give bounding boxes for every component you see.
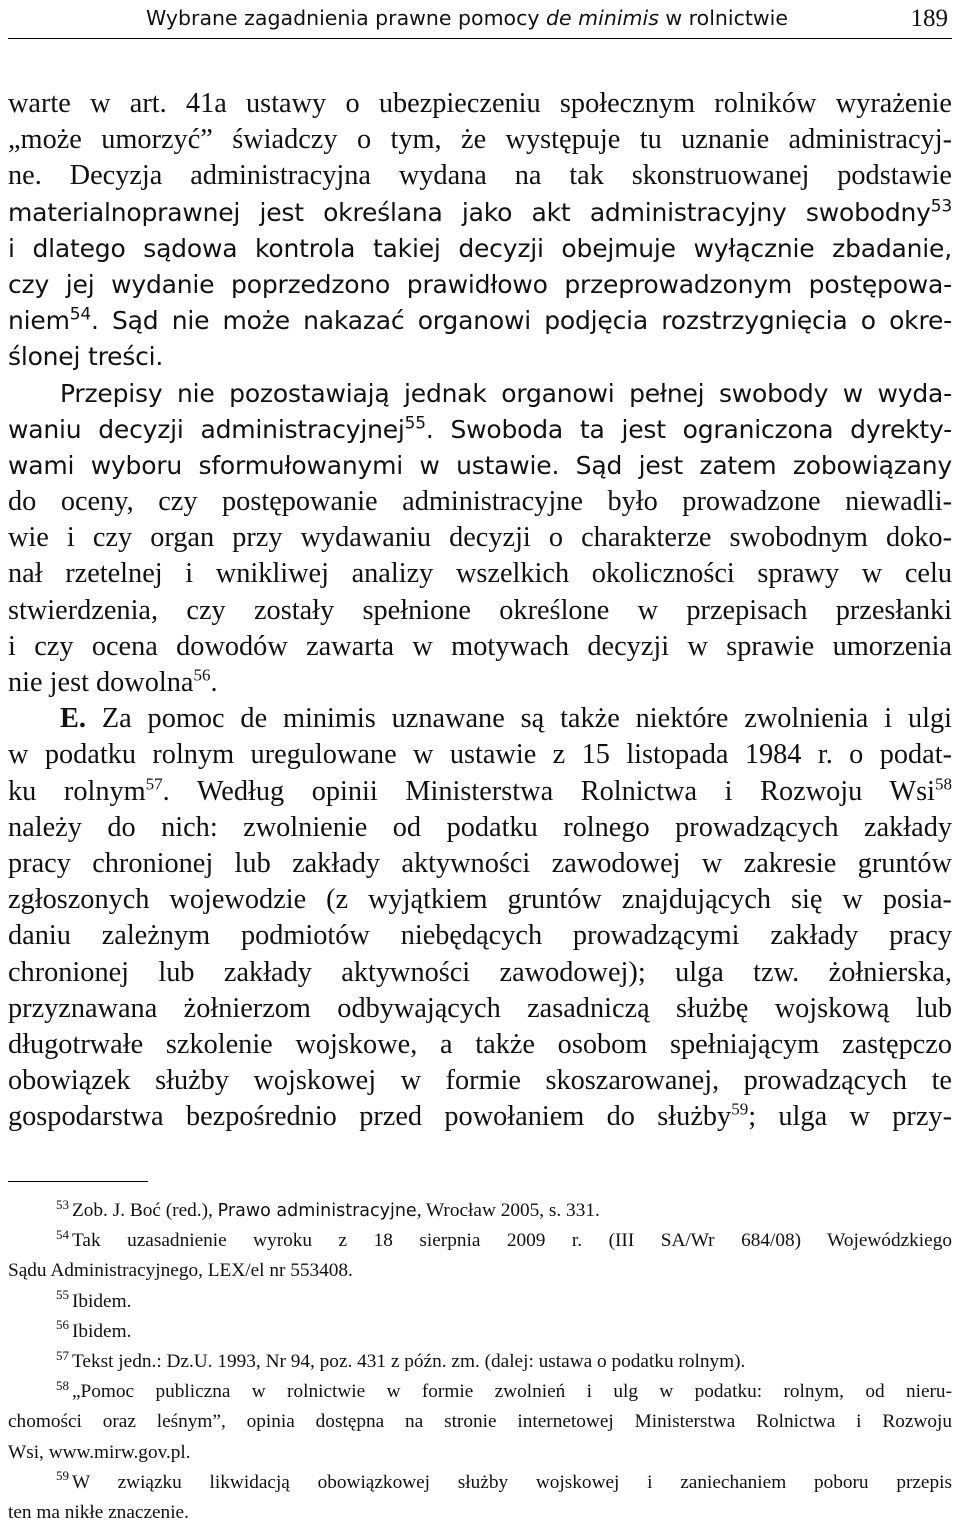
footnote-text: Ibidem. <box>72 1290 132 1312</box>
footnote-text: Zob. J. Boć (red.), <box>72 1200 218 1221</box>
body-text <box>8 86 952 1135</box>
footnote-ref: 55 <box>404 413 426 434</box>
section-letter: E. <box>60 703 86 735</box>
footnote-line <box>8 1347 952 1377</box>
footnote-number: 57 <box>56 1347 69 1363</box>
line-text: „może umorzyć” świadczy o tym, że występuje tu uznanie administracyj- <box>8 124 952 156</box>
line-text: do oceny, czy postępowanie administracyjne było prowadzone niewadli- <box>8 486 952 518</box>
text-line <box>8 1099 952 1135</box>
text-line <box>8 629 952 665</box>
line-text: gospodarstwa bezpośrednio przed powołaniem do służby <box>8 1101 732 1133</box>
text-line <box>8 339 952 375</box>
text-line <box>8 665 952 701</box>
text-line <box>8 122 952 158</box>
footnote-number: 53 <box>56 1196 69 1212</box>
text-line <box>8 556 952 592</box>
text-line <box>8 593 952 629</box>
footnote-text: Tak uzasadnienie wyroku z 18 sierpnia 2009 r. (III SA/Wr 684/08) Wojewódzkiego <box>72 1230 952 1252</box>
footnote-number: 58 <box>56 1377 69 1393</box>
footnote-number: 59 <box>56 1468 69 1484</box>
line-text: . Swoboda ta jest ograniczona dyrekty- <box>425 414 952 444</box>
text-line <box>8 955 952 991</box>
line-text: czy jej wydanie poprzedzono prawidłowo przeprowadzonym postępowa- <box>8 269 952 299</box>
text-line <box>8 484 952 520</box>
line-text: wami wyboru sformułowanymi w ustawie. Sąd jest zatem zobowiązany <box>8 450 952 480</box>
footnote-line <box>8 1377 952 1407</box>
line-text: zgłoszonych wojewodzie (z wyjątkiem gruntów znajdujących się w posia- <box>8 884 952 916</box>
line-text: materialnoprawnej jest określana jako akt administracyjny swobodny <box>8 197 931 227</box>
line-text: nał rzetelnej i wnikliwej analizy wszelkich okoliczności sprawy w celu <box>8 558 952 590</box>
text-line <box>8 701 952 737</box>
footnote-title: Prawo administracyjne <box>217 1201 417 1221</box>
footnote-ref: 59 <box>731 1099 749 1119</box>
line-text: Przepisy nie pozostawiają jednak organowi pełnej swobody w wyda- <box>60 378 952 408</box>
text-line <box>8 303 952 339</box>
text-line <box>8 520 952 556</box>
text-line <box>8 86 952 122</box>
footnote-ref: 56 <box>193 665 211 685</box>
text-line <box>8 267 952 303</box>
text-line <box>8 1063 952 1099</box>
line-text: ślonej treści. <box>8 342 164 372</box>
footnote-text: W związku likwidacją obowiązkowej służby wojskowej i zaniechaniem poboru przepis <box>72 1471 952 1493</box>
footnote-line <box>8 1468 952 1498</box>
line-text: przyznawana żołnierzom odbywających zasadniczą służbę wojskową lub <box>8 992 952 1024</box>
line-text: chronionej lub zakłady aktywności zawodowej); ulga tzw. żołnierska, <box>8 956 952 988</box>
text-line <box>8 376 952 412</box>
footnote-line <box>8 1407 952 1437</box>
footnotes <box>8 1196 952 1528</box>
text-line <box>8 448 952 484</box>
line-text: obowiązek służby wojskowej w formie skoszarowanej, prowadzących te <box>8 1065 952 1097</box>
line-text: i dlatego sądowa kontrola takiej decyzji obejmuje wyłącznie zbadanie, <box>8 233 952 263</box>
line-text: nie jest dowolna <box>8 667 194 698</box>
text-line <box>8 918 952 954</box>
line-text: waniu decyzji administracyjnej <box>8 414 405 444</box>
text-line <box>8 774 952 810</box>
text-line <box>8 231 952 267</box>
footnote-line <box>8 1196 952 1226</box>
footnote-line <box>8 1287 952 1317</box>
text-line <box>8 991 952 1027</box>
line-text: stwierdzenia, czy zostały spełnione określone w przepisach przesłanki <box>8 594 952 626</box>
footnote-text: Ibidem. <box>72 1320 132 1342</box>
line-text: . Sąd nie może nakazać organowi podjęcia rozstrzygnięcia o okre- <box>90 306 952 336</box>
footnote-number: 54 <box>56 1226 69 1242</box>
footnote-text: Sądu Administracyjnego, LEX/el nr 553408. <box>8 1260 353 1282</box>
footnote-text: chomości oraz leśnym”, opinia dostępna na stronie internetowej Ministerstwa Rolnictwa i Rozwoju <box>8 1411 952 1433</box>
footnote-ref: 54 <box>69 304 91 325</box>
footnote-line <box>8 1317 952 1347</box>
running-header <box>8 0 952 39</box>
footnote-line <box>8 1498 952 1528</box>
line-text: wie i czy organ przy wydawaniu decyzji o charakterze swobodnym doko- <box>8 522 952 554</box>
footnote-line <box>8 1256 952 1286</box>
footnote-separator <box>8 1181 148 1182</box>
line-text: ; ulga w przy- <box>748 1101 952 1133</box>
text-line <box>8 846 952 882</box>
line-text: pracy chronionej lub zakłady aktywności zawodowej w zakresie gruntów <box>8 847 952 879</box>
page-number: 189 <box>910 5 948 32</box>
header-title-part: w rolnictwie <box>658 6 788 30</box>
line-text: niem <box>8 306 70 336</box>
footnote-text: Tekst jedn.: Dz.U. 1993, Nr 94, poz. 431 z późn. zm. (dalej: ustawa o podatku rolnym). <box>72 1350 746 1372</box>
text-line <box>8 737 952 773</box>
line-text: . Według opinii Ministerstwa Rolnictwa i Rozwoju Wsi <box>162 775 935 807</box>
text-line <box>8 1027 952 1063</box>
footnote-ref: 57 <box>145 774 163 794</box>
text-line <box>8 195 952 231</box>
line-text: . <box>210 667 218 698</box>
header-title-italic: de minimis <box>546 6 659 30</box>
footnote-ref: 53 <box>930 196 952 217</box>
line-text: należy do nich: zwolnienie od podatku rolnego prowadzących zakłady <box>8 811 952 843</box>
text-line <box>8 810 952 846</box>
footnote-text: Wsi, www.mirw.gov.pl. <box>8 1441 191 1463</box>
footnote-text: , Wrocław 2005, s. 331. <box>416 1200 600 1221</box>
footnote-line <box>8 1438 952 1468</box>
text-line <box>8 158 952 194</box>
line-text: w podatku rolnym uregulowane w ustawie z 15 listopada 1984 r. o podat- <box>8 739 952 771</box>
header-title-part: Wybrane zagadnienia prawne pomocy <box>146 6 547 30</box>
line-text: ku rolnym <box>8 775 146 807</box>
footnote-number: 56 <box>56 1317 69 1333</box>
footnote-number: 55 <box>56 1287 69 1303</box>
document-page <box>8 0 952 1528</box>
line-text: i czy ocena dowodów zawarta w motywach decyzji w sprawie umorzenia <box>8 630 952 662</box>
text-line <box>8 882 952 918</box>
running-header-title <box>146 6 788 30</box>
footnote-line <box>8 1226 952 1256</box>
line-text: daniu zależnym podmiotów niebędących prowadzącymi zakłady pracy <box>8 920 952 952</box>
footnote-text: ten ma nikłe znaczenie. <box>8 1501 189 1523</box>
line-text: warte w art. 41a ustawy o ubezpieczeniu społecznym rolników wyrażenie <box>8 88 952 119</box>
text-line <box>8 412 952 448</box>
line-text: ne. Decyzja administracyjna wydana na tak skonstruowanej podstawie <box>8 160 952 192</box>
footnote-text: „Pomoc publiczna w rolnictwie w formie zwolnień i ulg w podatku: rolnym, od nieru- <box>72 1381 952 1403</box>
line-text: Za pomoc de minimis uznawane są także niektóre zwolnienia i ulgi <box>85 703 952 735</box>
line-text: długotrwałe szkolenie wojskowe, a także osobom spełniającym zastępczo <box>8 1028 952 1060</box>
footnote-ref: 58 <box>935 774 952 794</box>
